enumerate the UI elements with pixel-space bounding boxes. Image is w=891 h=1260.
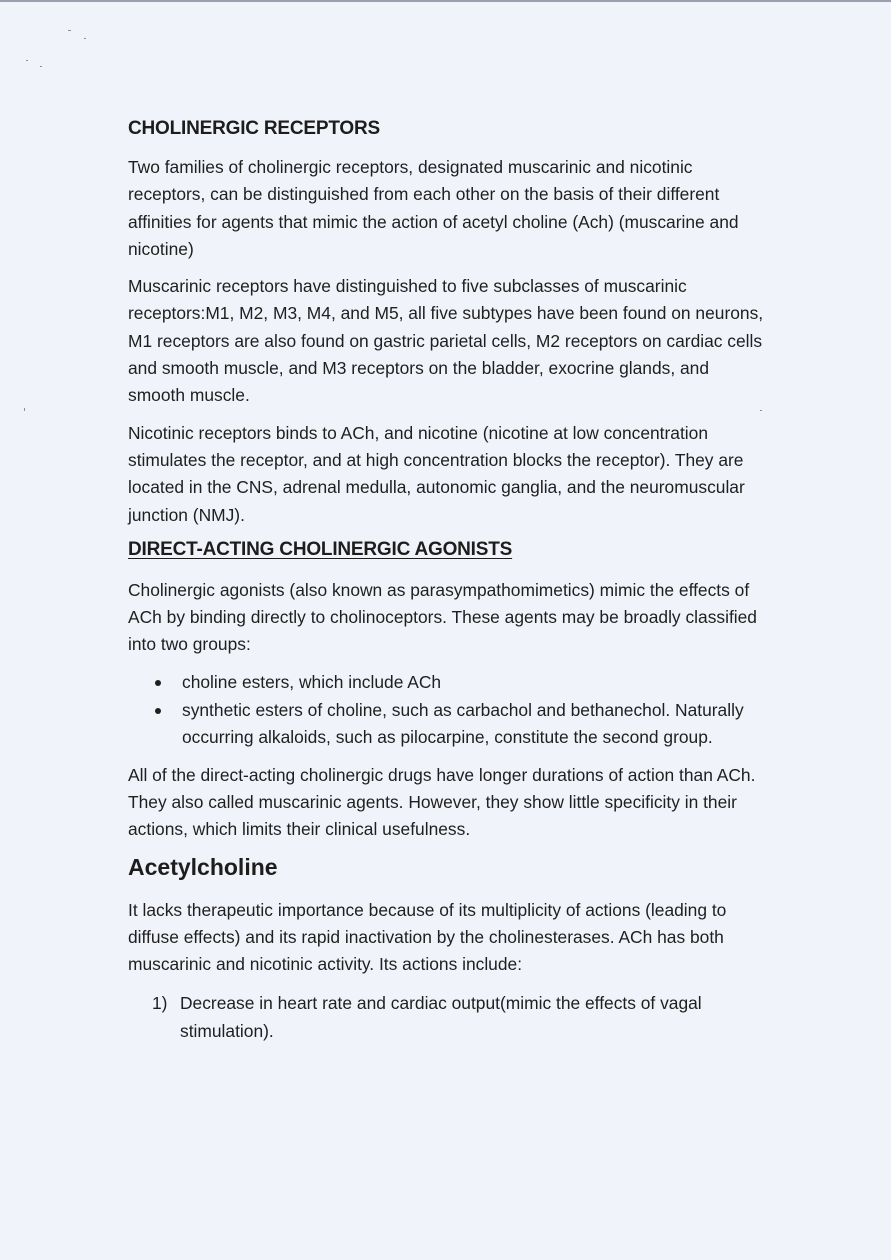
bullet-icon [155,680,161,686]
agonist-groups-list [128,669,768,752]
list-item [182,669,768,696]
scan-speck [24,408,25,411]
acetylcholine-paragraph: It lacks therapeutic importance because of its multiplicity of actions (leading to diffuse effects) and its rapid inactivation by the cholinesterases. ACh has both muscarinic and nicotinic activity. Its actions include: [128,899,727,975]
acetylcholine-actions-list [128,990,768,1045]
scan-speck [84,38,86,39]
scan-speck [26,60,28,61]
muscarinic-receptors-paragraph: Muscarinic receptors have distinguished to five subclasses of muscarinic receptors:M1, M2, M3, M4, and M5, all five subtypes have been found on neurons, M1 receptors are also found on gastric parietal cells, M2 receptors on cardiac cells and smooth muscle, and M3 receptors on the bladder, exocrine glands, and smooth muscle. [128,276,764,406]
acetylcholine-heading: Acetylcholine [128,853,278,880]
agonists-intro-paragraph: Cholinergic agonists (also known as parasympathomimetics) mimic the effects of ACh by binding directly to cholinoceptors. These agents may be broadly classified into two groups: [128,579,757,655]
scan-speck [68,30,71,31]
receptor-families-paragraph: Two families of cholinergic receptors, designated muscarinic and nicotinic receptors, can be distinguished from each other on the basis of their different affinities for agents that mimic the action of acetyl choline (Ach) (muscarine and nicotine) [128,157,739,259]
list-item-text: choline esters, which include ACh [182,671,442,692]
bullet-icon [155,708,161,714]
list-item [182,697,768,752]
page-top-edge [0,0,891,2]
list-item-text: synthetic esters of choline, such as carbachol and bethanechol. Naturally occurring alkaloids, such as pilocarpine, constitute the second group. [182,700,744,748]
nicotinic-receptors-paragraph: Nicotinic receptors binds to ACh, and nicotine (nicotine at low concentration stimulates the receptor, and at high concentration blocks the receptor). They are located in the CNS, adrenal medulla, autonomic ganglia, and the neuromuscular junction (NMJ). [128,422,745,525]
cholinergic-receptors-heading: CHOLINERGIC RECEPTORS [128,118,380,139]
list-item-text: Decrease in heart rate and cardiac output(mimic the effects of vagal stimulation). [180,993,702,1041]
direct-acting-agonists-heading: DIRECT-ACTING CHOLINERGIC AGONISTS [128,538,513,560]
document-content [128,118,768,1045]
agonists-closing-paragraph: All of the direct-acting cholinergic drugs have longer durations of action than ACh. They also called muscarinic agents. However, they show little specificity in their actions, which limits their clinical usefulness. [128,764,756,840]
list-item-number: 1) [152,993,168,1014]
scan-speck [40,66,42,67]
list-item [152,990,768,1045]
